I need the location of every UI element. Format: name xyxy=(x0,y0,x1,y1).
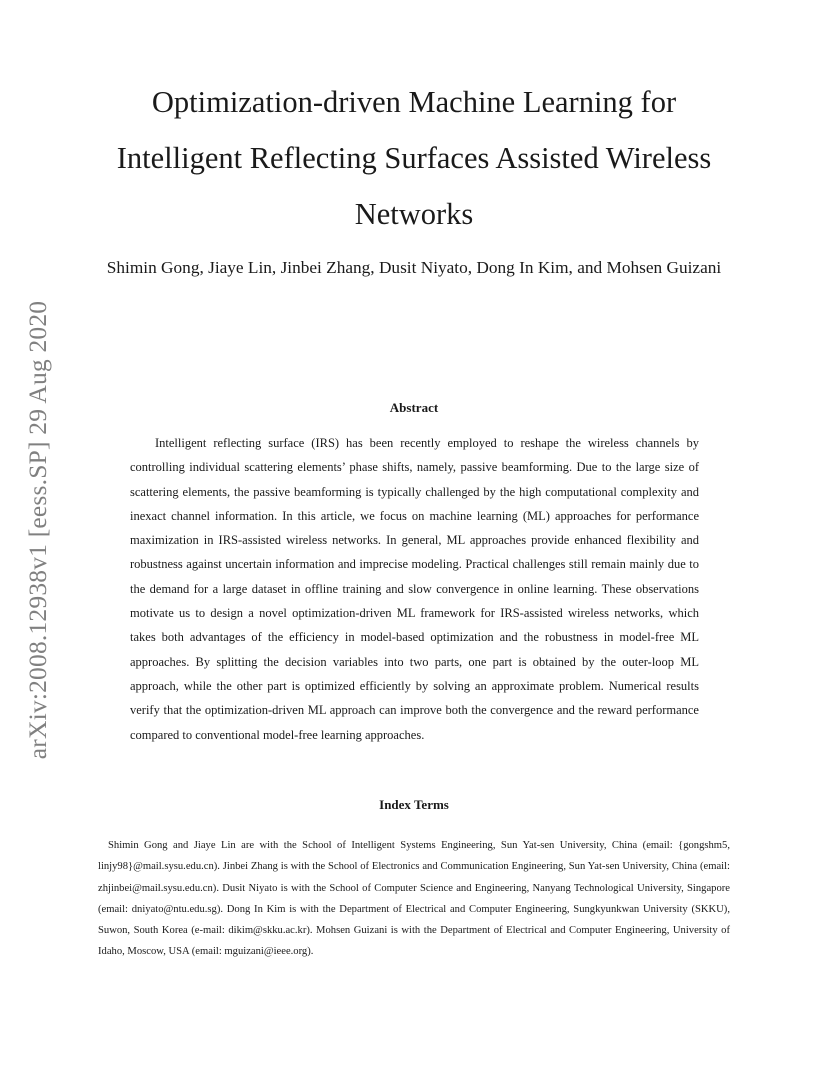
abstract-heading: Abstract xyxy=(389,400,439,415)
paper-title: Optimization-driven Machine Learning for Intelligent Reflecting Surfaces Assisted Wireless Networks xyxy=(116,85,712,231)
arxiv-identifier-stamp: arXiv:2008.12938v1 [eess.SP] 29 Aug 2020 xyxy=(23,300,52,760)
abstract-body: Intelligent reflecting surface (IRS) has been recently employed to reshape the wireless channels by controlling individual scattering elements’ phase shifts, namely, passive beamforming. Due to the large size of scattering elements, the passive beamforming is typically challenged by the high computational complexity and inexact channel information. In this article, we focus on machine learning (ML) approaches for performance maximization in IRS-assisted wireless networks. In general, ML approaches provide enhanced flexibility and robustness against uncertain information and imprecise modeling. Practical challenges still remain mainly due to the demand for a large dataset in offline training and slow convergence in online learning. These observations motivate us to design a novel optimization-driven ML framework for IRS-assisted wireless networks, which takes both advantages of the efficiency in model-based optimization and the robustness in model-free ML approaches. By splitting the decision variables into two parts, one part is obtained by the outer-loop ML approach, while the other part is optimized efficiently by solving an approximate problem. Numerical results verify that the optimization-driven ML approach can improve both the convergence and the reward performance compared to conventional model-free learning approaches. xyxy=(130,436,699,742)
author-list: Shimin Gong, Jiaye Lin, Jinbei Zhang, Dusit Niyato, Dong In Kim, and Mohsen Guizani xyxy=(106,258,722,277)
author-affiliations-footnote: Shimin Gong and Jiaye Lin are with the School of Intelligent Systems Engineering, Sun Yat-sen University, China (email: {gongshm5, linjy98}@mail.sysu.edu.cn). Jinbei Zhang is with the School of Electronics and Communication Engineering, Sun Yat-sen University, China (email: zhjinbei@mail.sysu.edu.cn). Dusit Niyato is with the School of Computer Science and Engineering, Nanyang Technological University, Singapore (email: dniyato@ntu.edu.sg). Dong In Kim is with the Department of Electrical and Computer Engineering, Sungkyunkwan University (SKKU), Suwon, South Korea (e-mail: dikim@skku.ac.kr). Mohsen Guizani is with the Department of Electrical and Computer Engineering, University of Idaho, Moscow, USA (email: mguizani@ieee.org). xyxy=(98,840,730,958)
index-terms-heading: Index Terms xyxy=(379,797,449,812)
